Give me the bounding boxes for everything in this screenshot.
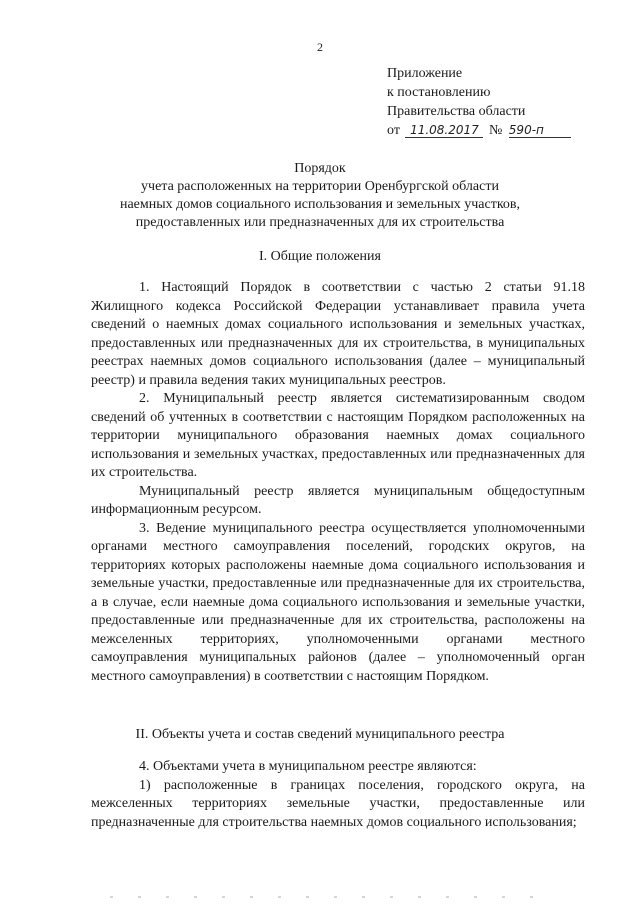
paragraph-5: 4. Объектами учета в муниципальном реестре являются: xyxy=(139,759,477,774)
handwritten-date: 11.08.2017 xyxy=(405,124,483,138)
number-label: № xyxy=(488,123,503,138)
appendix-line-1: Приложение xyxy=(387,66,463,81)
appendix-line-3: Правительства области xyxy=(387,104,526,119)
handwritten-number: 590-п xyxy=(509,124,571,138)
appendix-line-2: к постановлению xyxy=(387,85,491,100)
paragraph-1: 1. Настоящий Порядок в соответствии с частью 2 статьи 91.18 Жилищного кодекса Российской Федерации устанавливает правила учета сведений о наемных домах социального использования и земельных участках, предоставленных или предназначенных для их строительства, в муниципальных реестрах наемных домов социального использования (далее – муниципальный реестр) и правила ведения таких муниципальных реестров. xyxy=(91,280,585,388)
appendix-date-row xyxy=(387,121,571,140)
title-line-4: предоставленных или предназначенных для их строительства xyxy=(135,215,505,230)
scan-artifact xyxy=(110,896,540,898)
section-2-heading: II. Объекты учета и состав сведений муниципального реестра xyxy=(135,727,505,742)
section-2-body xyxy=(91,758,585,832)
document-title xyxy=(0,160,640,232)
paragraph-3: Муниципальный реестр является муниципальным общедоступным информационным ресурсом. xyxy=(91,483,585,517)
appendix-block xyxy=(387,64,571,140)
section-1-body xyxy=(91,279,585,686)
section-1-heading: I. Общие положения xyxy=(259,249,381,264)
title-line-1: Порядок xyxy=(294,161,346,176)
title-line-2: учета расположенных на территории Оренбургской области xyxy=(141,179,499,194)
from-label: от xyxy=(387,123,400,138)
paragraph-6: 1) расположенные в границах поселения, городского округа, на межселенных территориях земельные участки, предоставленные или предназначенные для строительства наемных домов социального использования; xyxy=(91,777,585,830)
paragraph-4: 3. Ведение муниципального реестра осуществляется уполномоченными органами местного самоуправления поселений, городских округов, на территориях которых расположены наемные дома социального использования и земельные участки, предоставленные или предназначенные для их строительства, а в случае, если наемные дома социального использования и земельные участки, предоставленные или предназначенные для их строительства, расположены на межселенных территориях, уполномоченными органами местного самоуправления муниципальных районов (далее – уполномоченный орган местного самоуправления) в соответствии с настоящим Порядком. xyxy=(91,520,585,684)
title-line-3: наемных домов социального использования и земельных участков, xyxy=(119,197,521,212)
page-number: 2 xyxy=(317,40,323,54)
paragraph-2: 2. Муниципальный реестр является систематизированным сводом сведений об учтенных в соответствии с настоящим Порядком расположенных на территории муниципального образования наемных домах социального использования и земельных участках, предоставленных или предназначенных для их строительства. xyxy=(91,391,585,480)
